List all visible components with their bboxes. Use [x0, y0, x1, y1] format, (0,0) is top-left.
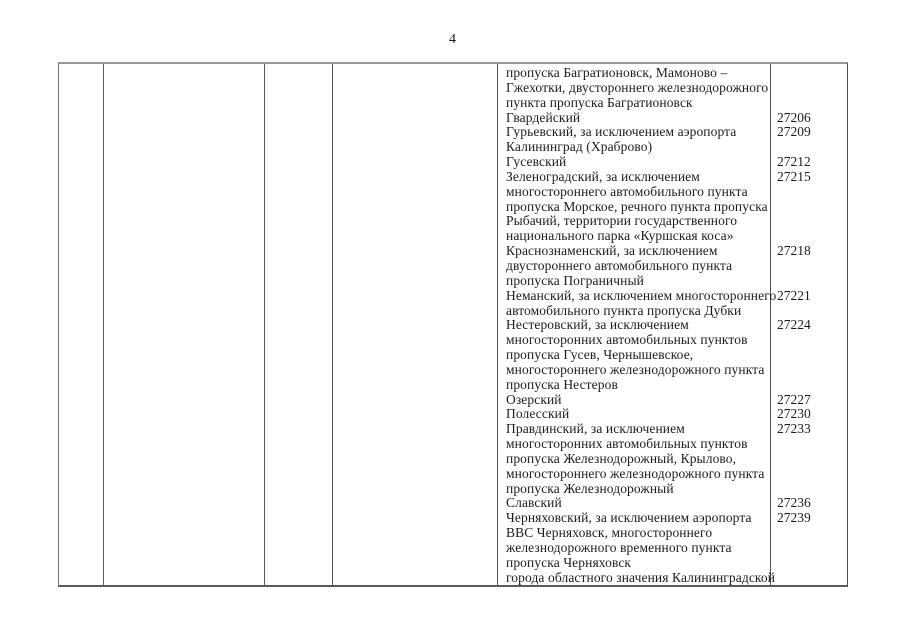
column-divider-1	[103, 64, 104, 585]
document-table	[58, 62, 848, 587]
entry-lines	[498, 511, 770, 570]
entry-lines	[498, 422, 770, 496]
table-entry	[498, 66, 847, 111]
entry-line: Гурьевский, за исключением аэропорта	[506, 124, 737, 140]
entry-line: пропуска Железнодорожный, Крылово,	[506, 450, 737, 466]
entry-line: автомобильного пункта пропуска Дубки	[506, 302, 742, 318]
table-entry	[498, 318, 847, 392]
entry-code: 27224	[777, 317, 811, 333]
entry-code: 27215	[777, 168, 811, 184]
entries-column	[498, 66, 847, 585]
entry-code: 27236	[777, 495, 811, 511]
entry-line: Озерский	[506, 391, 562, 407]
entry-line: Гжехотки, двустороннего железнодорожного	[506, 79, 769, 95]
entry-code: 27212	[777, 154, 811, 170]
entry-code: 27221	[777, 287, 811, 303]
entry-lines	[498, 496, 770, 511]
entry-line: пункта пропуска Багратионовск	[506, 94, 693, 110]
table-entry	[498, 155, 847, 170]
entry-line: многостороннего автомобильного пункта	[506, 183, 748, 199]
entry-lines	[498, 407, 770, 422]
entry-lines	[498, 569, 776, 586]
entry-line: Славский	[506, 495, 562, 511]
column-divider-3	[332, 64, 333, 585]
table-entry	[498, 170, 847, 244]
table-entry	[498, 393, 847, 408]
entry-line: пропуска Железнодорожный	[506, 480, 674, 496]
entry-line: Черняховский, за исключением аэропорта	[506, 510, 752, 526]
entry-line: многосторонних автомобильных пунктов	[506, 436, 748, 452]
entry-line: многостороннего железнодорожного пункта	[506, 361, 765, 377]
entry-line: ВВС Черняховск, многостороннего	[506, 525, 713, 541]
entry-line: Калининград (Храброво)	[506, 139, 653, 155]
entry-line: Правдинский, за исключением	[506, 421, 685, 437]
table-entry	[498, 407, 847, 422]
entry-code: 27230	[777, 406, 811, 422]
entry-lines	[498, 318, 770, 392]
entry-line: многостороннего железнодорожного пункта	[506, 465, 765, 481]
entry-line: многосторонних автомобильных пунктов	[506, 332, 748, 348]
table-entry	[498, 125, 847, 155]
entry-line: Нестеровский, за исключением	[506, 317, 689, 333]
entry-line: Зеленоградский, за исключением	[506, 168, 700, 184]
entry-line: двустороннего автомобильного пункта	[506, 257, 733, 273]
entry-code: 27239	[777, 510, 811, 526]
entry-lines	[498, 244, 770, 289]
entry-line: пропуска Пограничный	[506, 272, 644, 288]
entry-code: 27206	[777, 109, 811, 125]
table-entry	[498, 111, 847, 126]
table-entry	[498, 289, 847, 319]
entry-lines	[498, 393, 770, 408]
table-entry	[498, 571, 847, 586]
column-divider-2	[264, 64, 265, 585]
entry-line: Гвардейский	[506, 109, 581, 125]
entry-code: 27218	[777, 243, 811, 259]
entry-line: Полесский	[506, 406, 570, 422]
entry-line: пропуска Нестеров	[506, 376, 618, 392]
entry-line: железнодорожного временного пункта	[506, 540, 732, 555]
entry-line: пропуска Багратионовск, Мамоново –	[506, 65, 728, 80]
table-entry	[498, 511, 847, 570]
entry-lines	[498, 66, 770, 111]
entry-code: 27233	[777, 421, 811, 437]
entry-code: 27227	[777, 391, 811, 407]
entry-lines	[498, 155, 770, 170]
table-entry	[498, 422, 847, 496]
entry-lines	[498, 125, 770, 155]
table-entry	[498, 244, 847, 289]
table-entry	[498, 496, 847, 511]
entry-line: Гусевский	[506, 154, 567, 170]
entry-line: Неманский, за исключением многостороннего	[506, 287, 777, 303]
entry-line: пропуска Морское, речного пункта пропуска	[506, 198, 768, 214]
entry-line: пропуска Гусев, Чернышевское,	[506, 347, 694, 363]
entry-line: Рыбачий, территории государственного	[506, 213, 738, 229]
page-number: 4	[449, 32, 456, 47]
entry-lines	[498, 170, 770, 244]
entry-line: города областного значения Калининградской	[506, 569, 776, 585]
entry-line: Краснознаменский, за исключением	[506, 243, 718, 259]
entry-line: национального парка «Куршская коса»	[506, 228, 734, 244]
entry-line: пропуска Черняховск	[506, 554, 632, 570]
entry-code: 27209	[777, 124, 811, 140]
entry-lines	[498, 287, 777, 319]
entry-lines	[498, 111, 770, 126]
